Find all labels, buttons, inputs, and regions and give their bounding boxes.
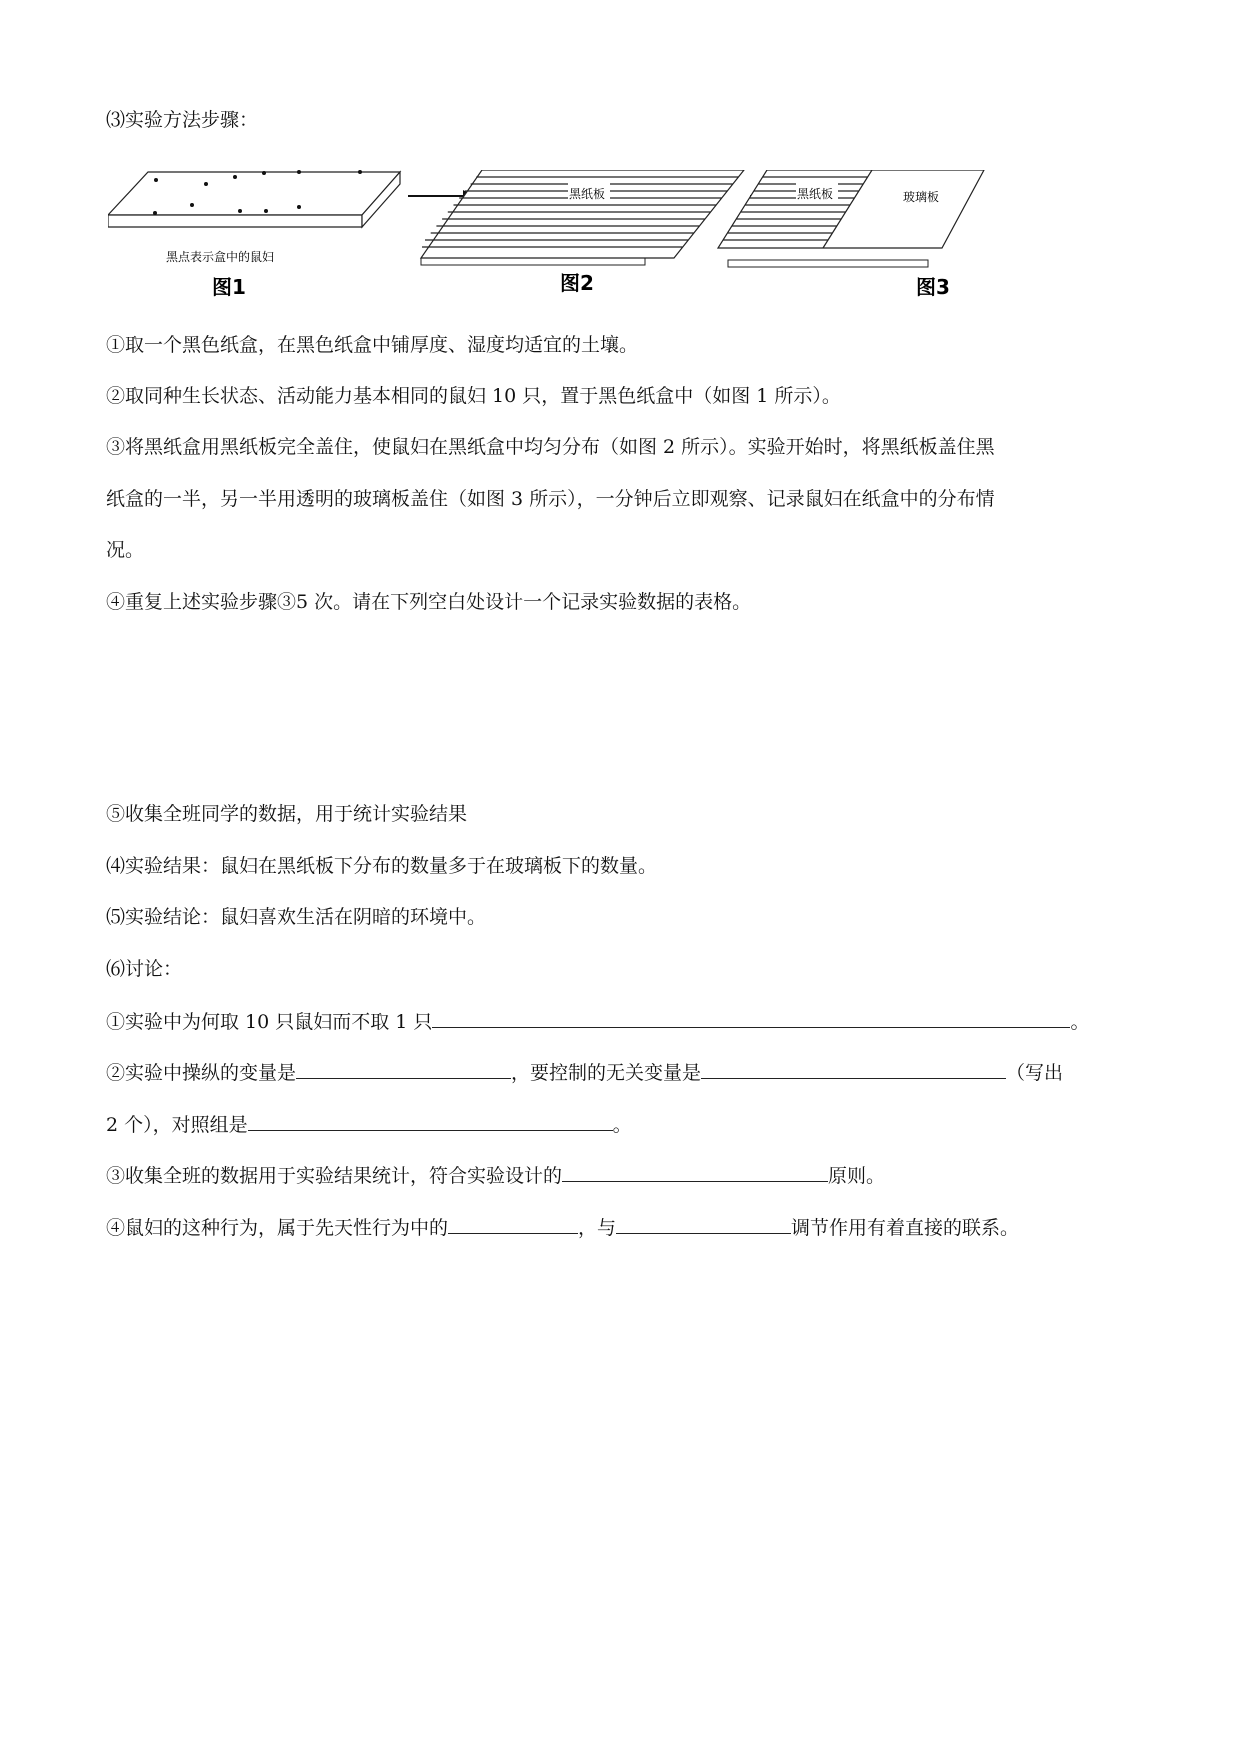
discussion-heading: ⑹讨论：: [106, 958, 183, 980]
question-2-blank-control-group[interactable]: [248, 1112, 613, 1131]
question-1-text: ①实验中为何取 10 只鼠妇而不取 1 只: [106, 1011, 433, 1033]
question-2-text-e: 。: [612, 1114, 632, 1136]
figure-3: [718, 170, 984, 299]
step-3-line-3: 况。: [106, 539, 145, 561]
step-3-line-2: 纸盒的一半，另一半用透明的玻璃板盖住（如图 3 所示），一分钟后立即观察、记录鼠妇在纸盒中的分布情: [106, 488, 995, 510]
figure-3-glass-label: 玻璃板: [903, 190, 940, 204]
question-2-line-1: [106, 1060, 1063, 1085]
question-1-end: 。: [1070, 1011, 1090, 1033]
question-4-text-b: ，与: [578, 1217, 617, 1239]
question-3-text-a: ③收集全班的数据用于实验结果统计，符合实验设计的: [106, 1165, 563, 1187]
question-4-blank-behavior-type[interactable]: [448, 1215, 578, 1234]
question-2-blank-variable[interactable]: [296, 1060, 511, 1079]
figure-3-board-label: 黑纸板: [797, 187, 834, 201]
figure-2: [421, 170, 744, 295]
question-2-text-d: 2 个），对照组是: [106, 1114, 248, 1136]
question-4-text-a: ④鼠妇的这种行为，属于先天性行为中的: [106, 1217, 449, 1239]
figure-1: [108, 170, 400, 299]
step-3-line-1: ③将黑纸盒用黑纸板完全盖住，使鼠妇在黑纸盒中均匀分布（如图 2 所示）。实验开始时，将黑纸板盖住黑: [106, 436, 995, 458]
question-2-line-2: [106, 1112, 632, 1137]
figure-1-label: 图1: [212, 275, 246, 299]
figure-2-label: 图2: [560, 271, 594, 295]
question-4: [106, 1215, 1019, 1240]
conclusion: ⑸实验结论：鼠妇喜欢生活在阴暗的环境中。: [106, 906, 487, 928]
step-1: ①取一个黑色纸盒，在黑色纸盒中铺厚度、湿度均适宜的土壤。: [106, 334, 639, 356]
question-4-text-c: 调节作用有着直接的联系。: [791, 1217, 1020, 1239]
figure-1-caption: 黑点表示盒中的鼠妇: [166, 250, 275, 264]
figure-2-board-label: 黑纸板: [569, 187, 606, 201]
question-1: [106, 1009, 1089, 1034]
question-1-blank[interactable]: [432, 1009, 1070, 1028]
method-heading: ⑶实验方法步骤：: [106, 109, 259, 131]
question-3-blank-principle[interactable]: [562, 1163, 828, 1182]
step-2: ②取同种生长状态、活动能力基本相同的鼠妇 10 只，置于黑色纸盒中（如图 1 所示）。: [106, 385, 841, 407]
figure-3-label: 图3: [916, 275, 950, 299]
experiment-figures: [108, 170, 1128, 310]
step-5: ⑤收集全班同学的数据，用于统计实验结果: [106, 803, 468, 825]
question-4-blank-regulation[interactable]: [616, 1215, 791, 1234]
result: ⑷实验结果：鼠妇在黑纸板下分布的数量多于在玻璃板下的数量。: [106, 855, 658, 877]
step-4: ④重复上述实验步骤③5 次。请在下列空白处设计一个记录实验数据的表格。: [106, 591, 752, 613]
question-2-text-c: （写出: [1006, 1062, 1064, 1084]
question-3: [106, 1163, 885, 1188]
question-2-text-a: ②实验中操纵的变量是: [106, 1062, 297, 1084]
question-3-text-b: 原则。: [828, 1165, 886, 1187]
question-2-blank-irrelevant-variables[interactable]: [701, 1060, 1006, 1079]
question-2-text-b: ，要控制的无关变量是: [511, 1062, 702, 1084]
